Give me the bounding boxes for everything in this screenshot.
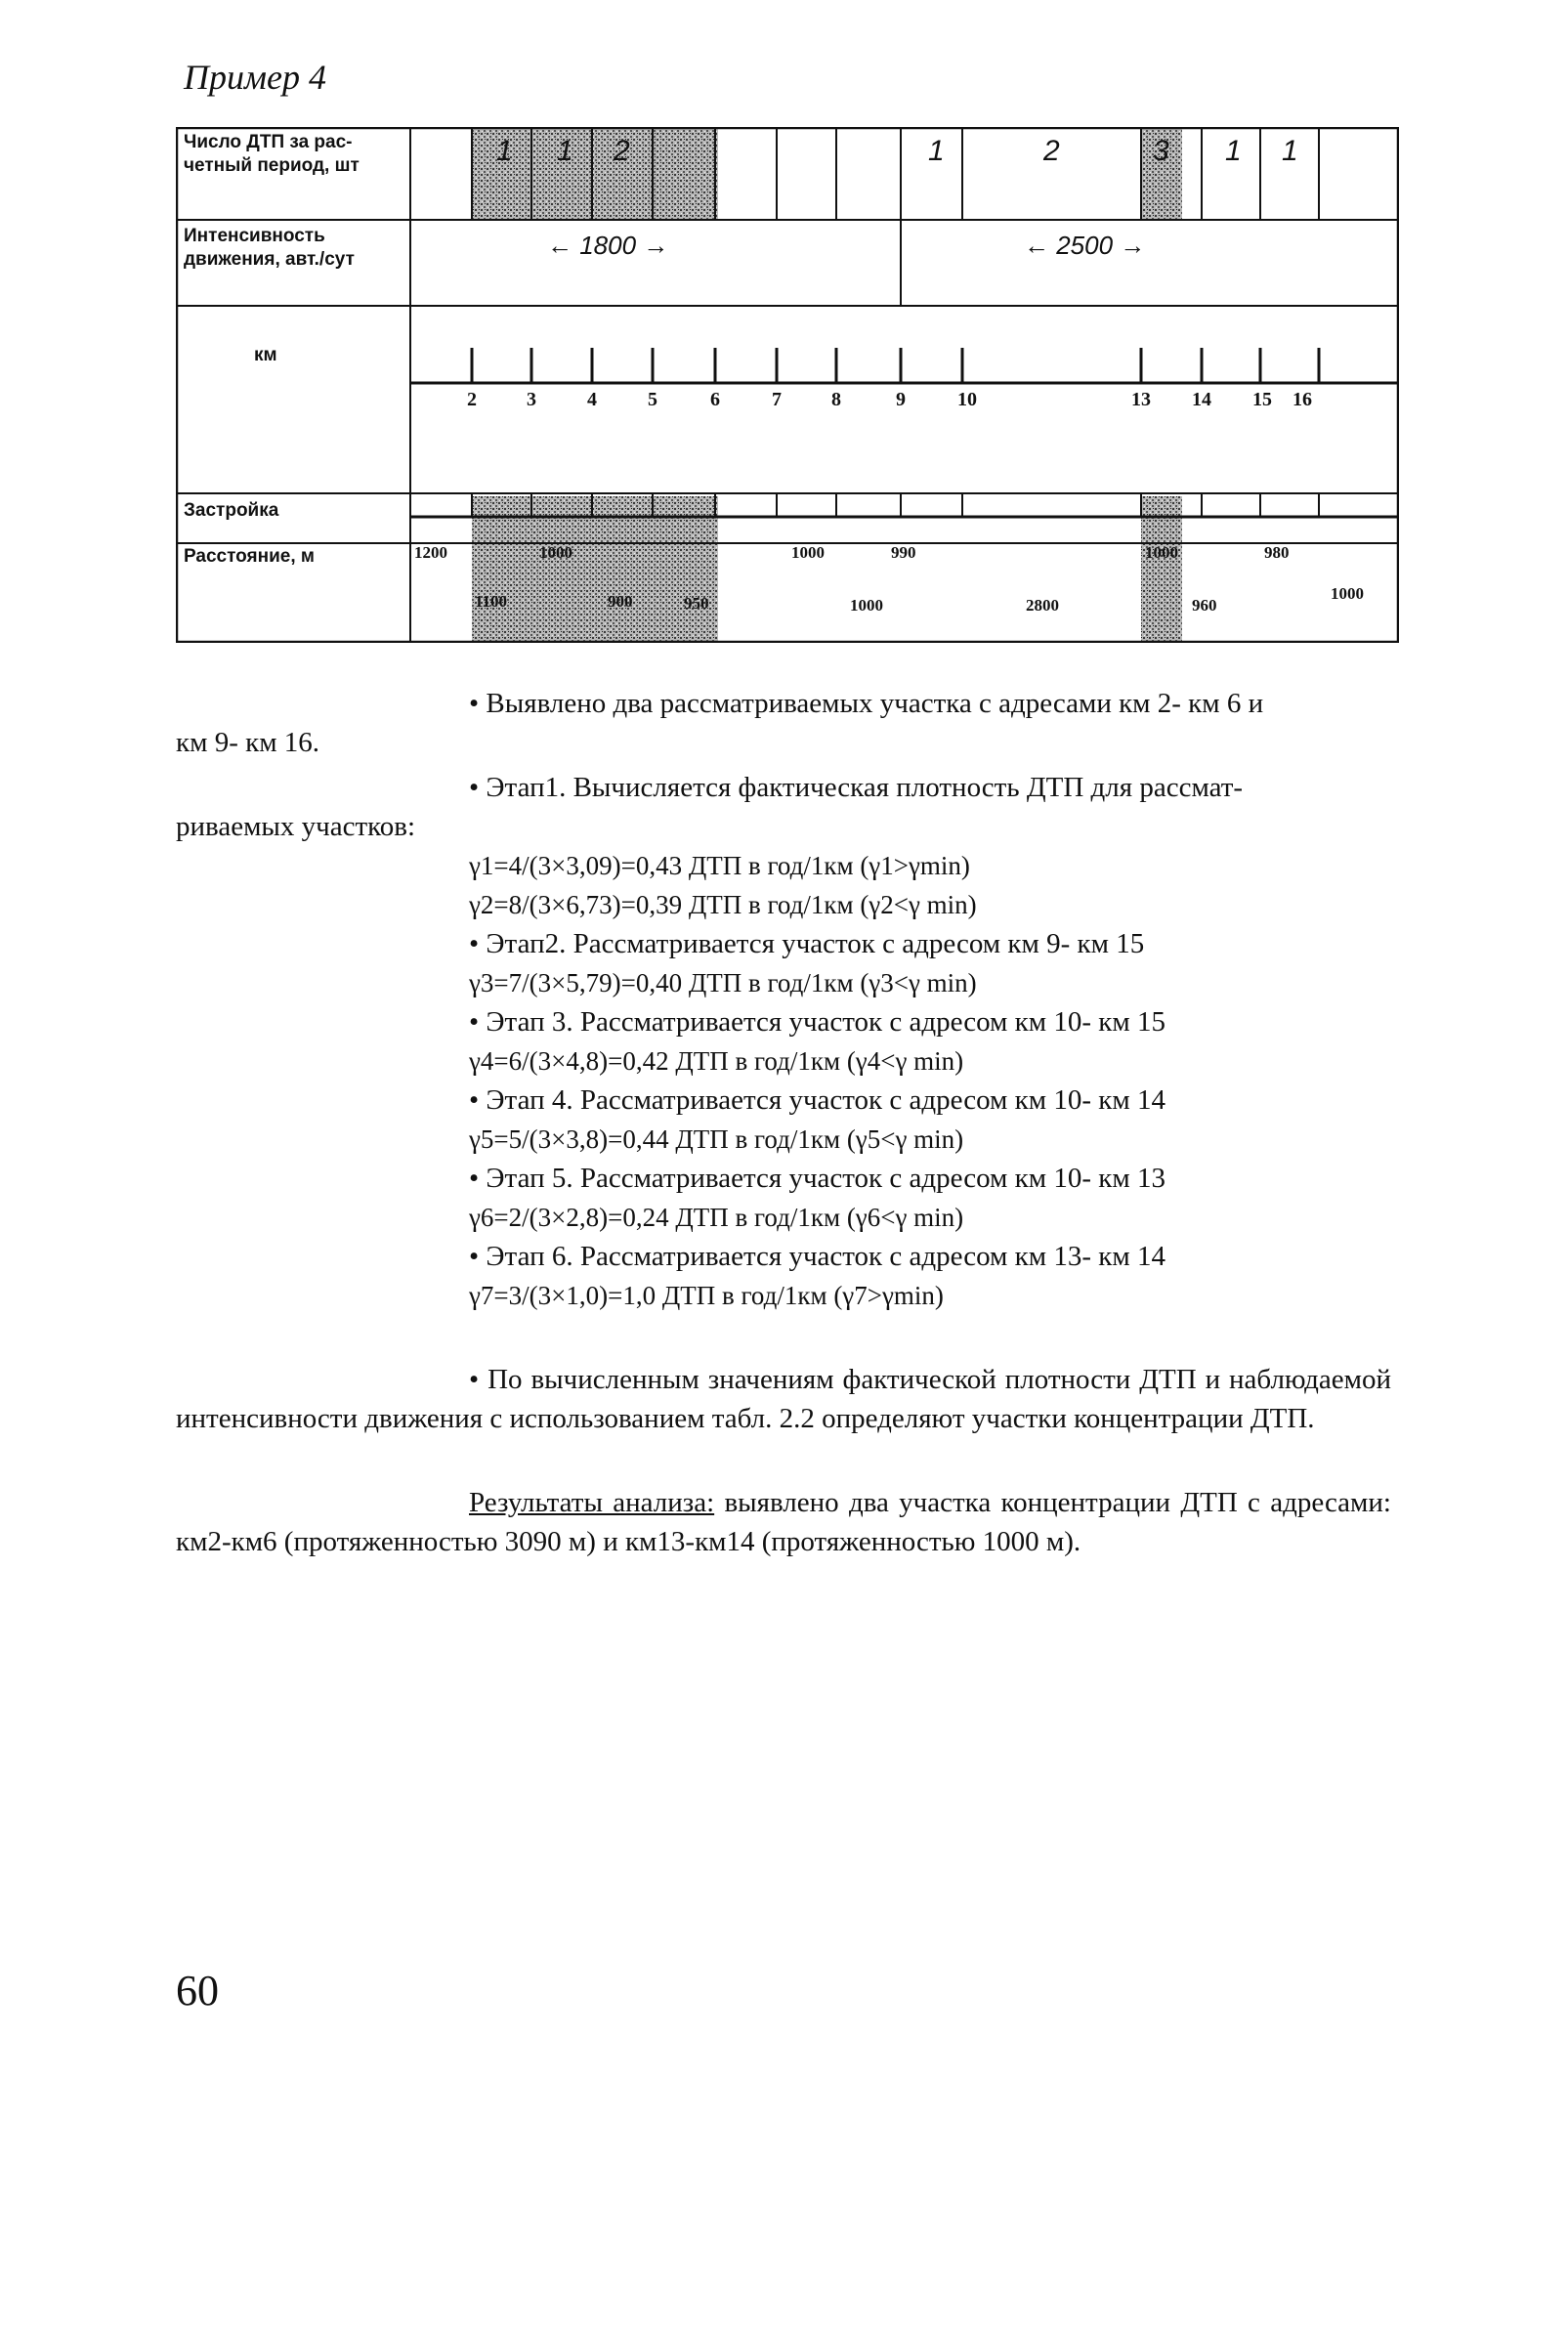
row-label-intensity-line2: движения, авт./сут	[184, 249, 355, 270]
gamma6-formula: γ6=2/(3×2,8)=0,24 ДТП в год/1км (γ6<γ min)	[469, 1203, 964, 1232]
accident-count: 1	[1282, 135, 1298, 167]
found-sections-line1: • Выявлено два рассматриваемых участка с адресами км 2- км 6 и	[469, 688, 1264, 719]
stage6-text: • Этап 6. Рассматривается участок с адресом км 13- км 14	[469, 1241, 1165, 1272]
distance-value: 950	[684, 594, 709, 613]
stage2-text: • Этап2. Рассматривается участок с адресом км 9- км 15	[469, 928, 1145, 959]
row-label-accidents	[184, 131, 360, 178]
distance-value: 1000	[850, 596, 883, 615]
stage5-text: • Этап 5. Рассматривается участок с адресом км 10- км 13	[469, 1163, 1165, 1194]
km-label: 7	[772, 389, 782, 410]
row-label-intensity	[184, 225, 355, 272]
distance-value: 1000	[539, 543, 572, 562]
distance-value: 1200	[414, 543, 447, 562]
km-label: 6	[710, 389, 720, 410]
accident-count: 1	[496, 135, 513, 167]
distance-value: 990	[891, 543, 916, 562]
example-heading: Пример 4	[184, 58, 326, 97]
stage1-line2: риваемых участков:	[176, 811, 416, 842]
gamma5-formula: γ5=5/(3×3,8)=0,44 ДТП в год/1км (γ5<γ min)	[469, 1124, 964, 1154]
km-label: 13	[1131, 389, 1151, 410]
found-sections-line2: км 9- км 16.	[176, 727, 320, 758]
distance-value: 980	[1264, 543, 1290, 562]
accident-count: 2	[614, 135, 630, 167]
accident-count: 1	[928, 135, 945, 167]
km-label: 4	[587, 389, 597, 410]
gamma4-formula: γ4=6/(3×4,8)=0,42 ДТП в год/1км (γ4<γ min)	[469, 1046, 964, 1076]
km-label: 16	[1293, 389, 1312, 410]
conclusion-paragraph: • По вычисленным значениям фактической плотности ДТП и наблюдаемой интенсивности движения с использованием табл. 2.2 определяют участки концентрации ДТП.	[176, 1364, 1391, 1434]
results-text: выявлено два участка концентрации ДТП с адресами: км2-км6 (протяженностью 3090 м) и км13-км14 (протяженностью 1000 м).	[176, 1487, 1391, 1557]
km-label: 10	[957, 389, 977, 410]
km-label: 14	[1192, 389, 1211, 410]
km-label: 9	[896, 389, 906, 410]
distance-value: 1000	[791, 543, 825, 562]
gamma2-formula: γ2=8/(3×6,73)=0,39 ДТП в год/1км (γ2<γ min)	[469, 890, 977, 919]
row-label-distance: Расстояние, м	[184, 546, 315, 567]
row-label-km: км	[254, 345, 277, 365]
gamma3-formula: γ3=7/(3×5,79)=0,40 ДТП в год/1км (γ3<γ min)	[469, 968, 977, 997]
row-label-accidents-line2: четный период, шт	[184, 155, 360, 176]
results-label: Результаты анализа:	[469, 1487, 715, 1518]
row-label-buildings: Застройка	[184, 500, 279, 521]
results-paragraph	[176, 1483, 1391, 1561]
row-label-accidents-line1: Число ДТП за рас-	[184, 132, 353, 152]
km-label: 8	[831, 389, 841, 410]
stage3-text: • Этап 3. Рассматривается участок с адресом км 10- км 15	[469, 1006, 1165, 1038]
accident-count: 2	[1043, 135, 1060, 167]
page-number: 60	[176, 1967, 219, 2015]
stage4-text: • Этап 4. Рассматривается участок с адресом км 10- км 14	[469, 1084, 1165, 1116]
distance-value: 900	[608, 592, 633, 611]
accident-count: 1	[1225, 135, 1242, 167]
stage1-line1: • Этап1. Вычисляется фактическая плотность ДТП для рассмат-	[469, 772, 1244, 803]
distance-value: 1000	[1331, 584, 1364, 603]
diagram-lines	[176, 127, 1399, 643]
km-label: 5	[648, 389, 657, 410]
km-label: 15	[1252, 389, 1272, 410]
row-label-intensity-line1: Интенсивность	[184, 226, 325, 246]
intensity-section-2: ← 2500 →	[1024, 231, 1146, 260]
distance-value: 1100	[475, 592, 508, 611]
distance-value: 960	[1192, 596, 1217, 615]
accident-count: 1	[557, 135, 573, 167]
km-label: 2	[467, 389, 477, 410]
gamma1-formula: γ1=4/(3×3,09)=0,43 ДТП в год/1км (γ1>γmin)	[469, 851, 970, 880]
distance-value: 1000	[1145, 543, 1178, 562]
distance-value: 2800	[1026, 596, 1059, 615]
accident-count: 3	[1153, 135, 1169, 167]
gamma7-formula: γ7=3/(3×1,0)=1,0 ДТП в год/1км (γ7>γmin)	[469, 1281, 944, 1310]
analysis-text	[176, 684, 1391, 1561]
km-label: 3	[527, 389, 536, 410]
road-section-diagram	[176, 127, 1399, 643]
intensity-section-1: ← 1800 →	[547, 231, 669, 260]
